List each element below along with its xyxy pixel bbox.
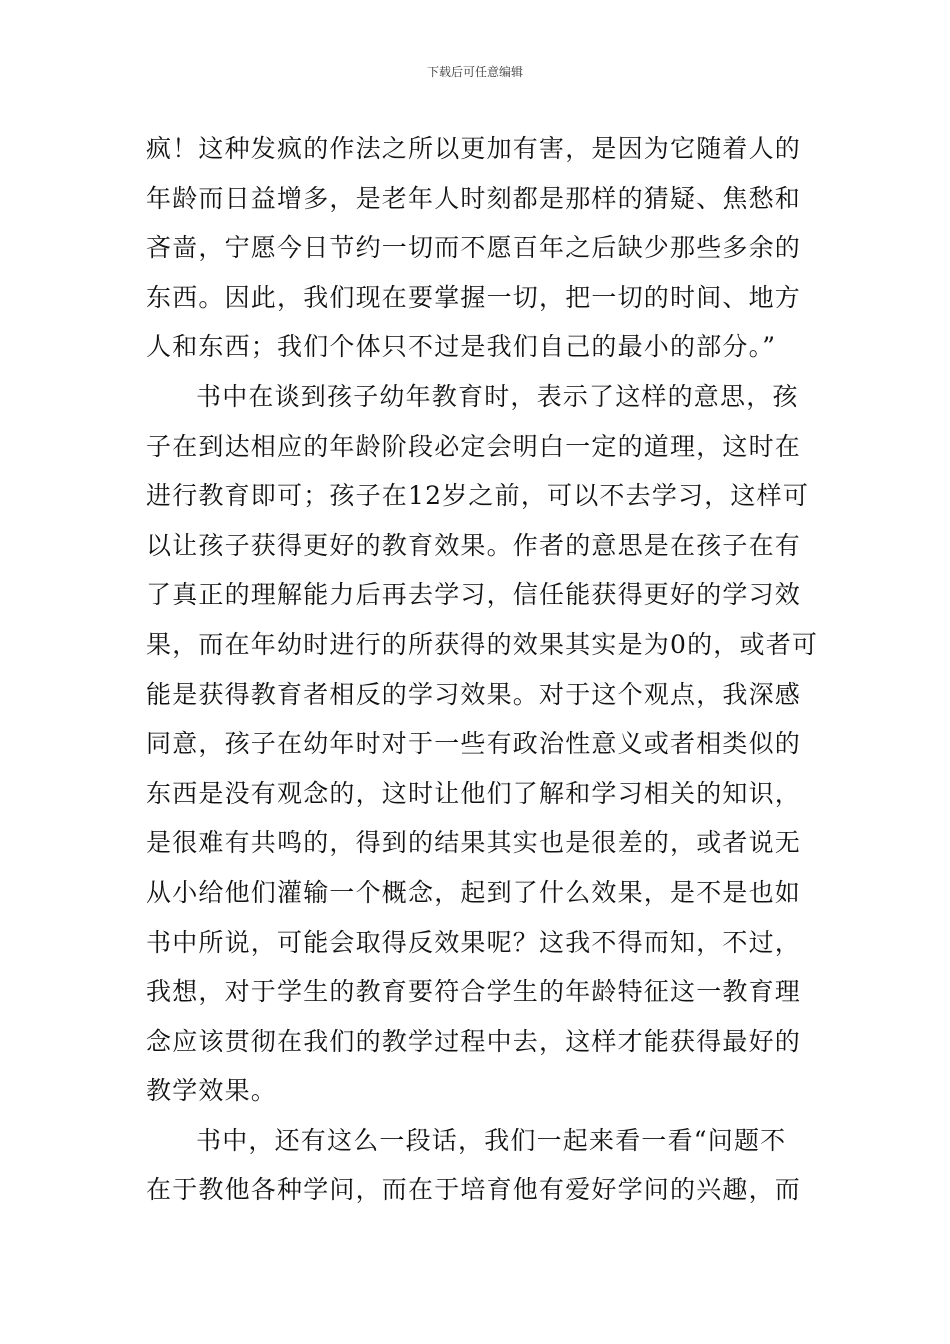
text-line: 吝啬，宁愿今日节约一切而不愿百年之后缺少那些多余的 xyxy=(146,233,802,263)
page-header: 下载后可任意编辑 xyxy=(426,65,523,79)
text-line: 年龄而日益增多，是老年人时刻都是那样的猜疑、焦愁和 xyxy=(146,183,802,213)
text-line: 书中所说，可能会取得反效果呢？这我不得而知，不过， xyxy=(146,927,802,957)
paragraph-first-line: 书中，还有这么一段话，我们一起来看一看“问题不 xyxy=(196,1125,787,1155)
text-line: 东西是没有观念的，这时让他们了解和学习相关的知识， xyxy=(146,778,802,808)
text-line: 以让孩子获得更好的教育效果。作者的意思是在孩子在有 xyxy=(146,530,802,560)
text-line: 果，而在年幼时进行的所获得的效果其实是为0的，或者可 xyxy=(146,629,819,659)
text-line: 东西。因此，我们现在要掌握一切，把一切的时间、地方 xyxy=(146,282,802,312)
text-line: 疯！这种发疯的作法之所以更加有害，是因为它随着人的 xyxy=(146,134,802,163)
text-line: 能是获得教育者相反的学习效果。对于这个观点，我深感 xyxy=(146,679,802,709)
text-line: 念应该贯彻在我们的教学过程中去，这样才能获得最好的 xyxy=(146,1026,802,1056)
text-line: 是很难有共鸣的，得到的结果其实也是很差的，或者说无 xyxy=(146,828,802,858)
text-line: 从小给他们灌输一个概念，起到了什么效果，是不是也如 xyxy=(146,877,802,907)
text-line: 进行教育即可；孩子在12岁之前，可以不去学习，这样可 xyxy=(146,481,810,511)
text-line: 教学效果。 xyxy=(146,1076,278,1106)
text-line: 子在到达相应的年龄阶段必定会明白一定的道理，这时在 xyxy=(146,431,802,461)
text-line: 我想，对于学生的教育要符合学生的年龄特征这一教育理 xyxy=(146,977,802,1007)
text-line: 同意，孩子在幼年时对于一些有政治性意义或者相类似的 xyxy=(146,729,802,759)
text-line: 在于教他各种学问，而在于培育他有爱好学问的兴趣，而 xyxy=(146,1175,802,1205)
text-line: 人和东西；我们个体只不过是我们自己的最小的部分。” xyxy=(146,332,777,362)
document-body xyxy=(146,124,819,1215)
text-line: 了真正的理解能力后再去学习，信任能获得更好的学习效 xyxy=(146,580,802,610)
paragraph-first-line: 书中在谈到孩子幼年教育时，表示了这样的意思，孩 xyxy=(196,381,799,411)
